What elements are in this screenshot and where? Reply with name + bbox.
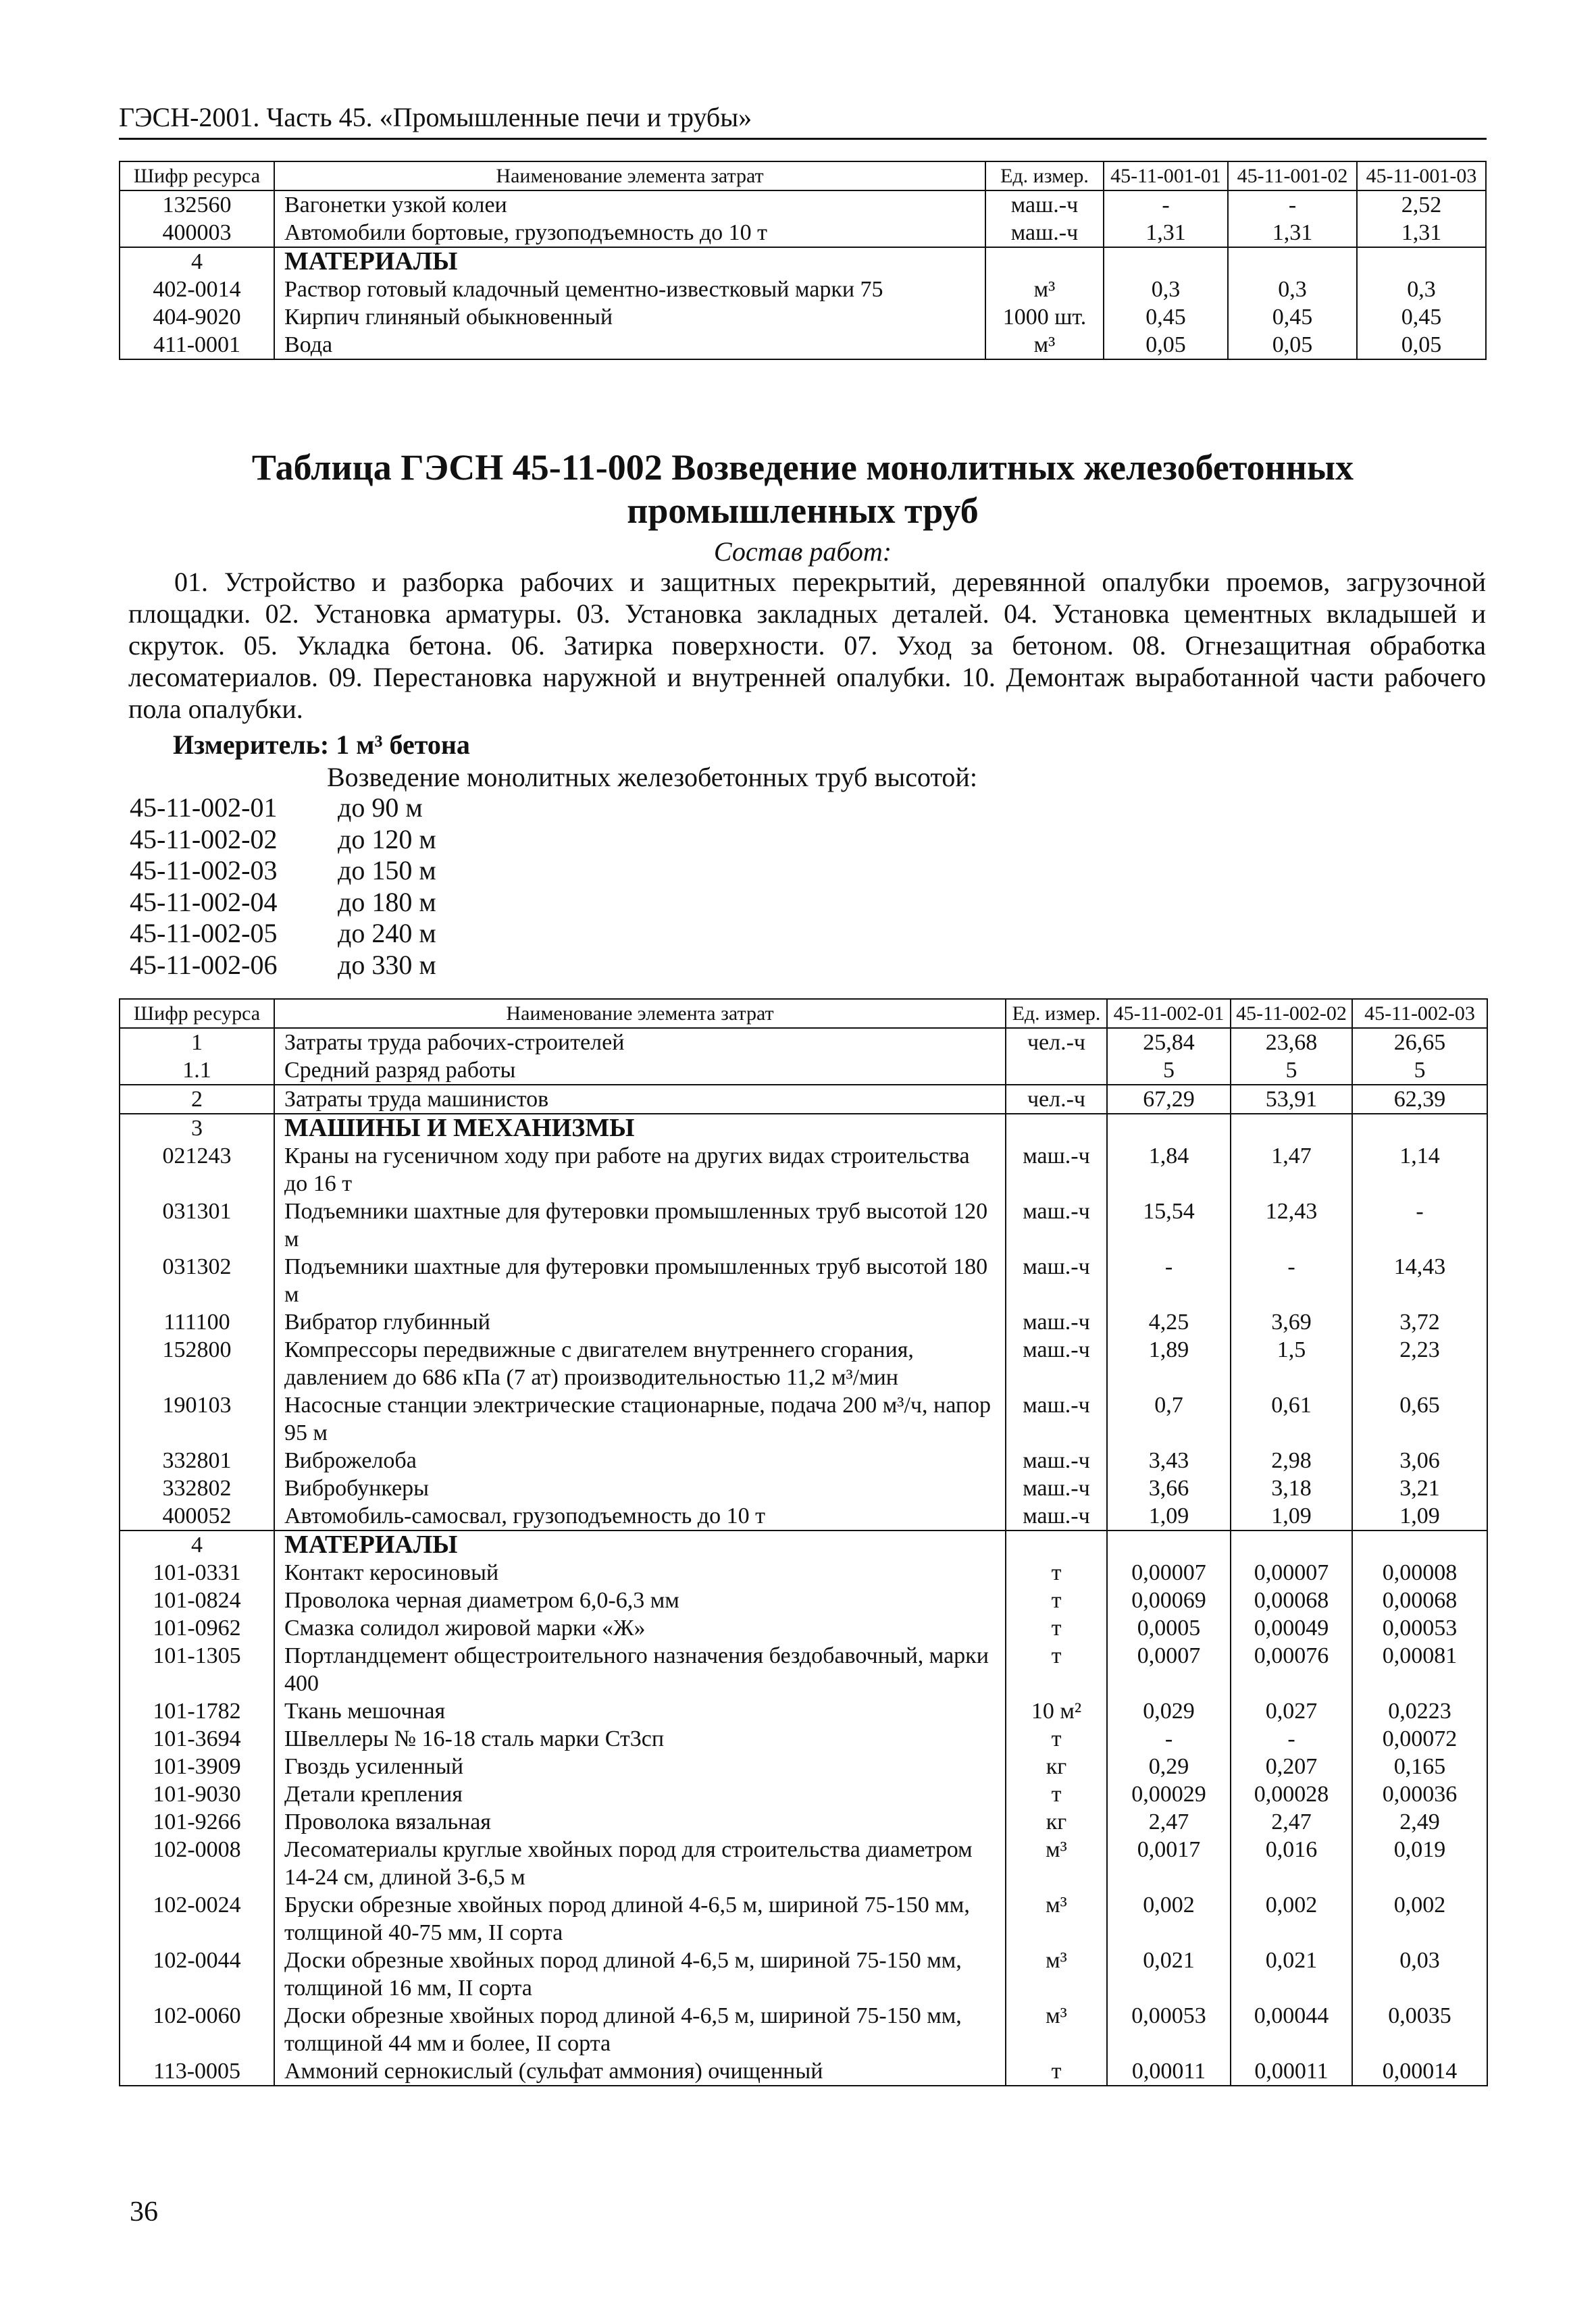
composition-label: Состав работ: xyxy=(713,536,892,567)
table-row xyxy=(120,1808,1487,1836)
cell-code: 031301 xyxy=(120,1198,274,1253)
norm-code-desc: до 180 м xyxy=(338,886,436,917)
cell-code: 101-9030 xyxy=(120,1780,274,1808)
cell-name: Проволока вязальная xyxy=(274,1808,1006,1836)
cell-name: Швеллеры № 16-18 сталь марки Ст3сп xyxy=(274,1725,1006,1753)
cell-code: 111100 xyxy=(120,1308,274,1336)
cell-name: Портландцемент общестроительного назначения бездобавочный, марки 400 xyxy=(274,1642,1006,1697)
cell-value-3: 0,002 xyxy=(1352,1891,1487,1947)
table-row xyxy=(120,1587,1487,1614)
header-unit: Ед. измер. xyxy=(1006,999,1107,1028)
cell-value-3: 0,019 xyxy=(1352,1836,1487,1891)
cell-value-3: 0,00008 xyxy=(1352,1559,1487,1587)
cell-value-3: 0,03 xyxy=(1352,1947,1487,2002)
cell-value-3: 0,00081 xyxy=(1352,1642,1487,1697)
table-row xyxy=(120,331,1486,359)
cell-value-2 xyxy=(1231,1114,1352,1142)
cell-value-2: 0,05 xyxy=(1228,331,1357,359)
cell-value-1: 0,002 xyxy=(1107,1891,1231,1947)
cell-code: 101-3694 xyxy=(120,1725,274,1753)
cell-value-1: 3,66 xyxy=(1107,1474,1231,1502)
cell-name: МАТЕРИАЛЫ xyxy=(274,247,985,276)
cell-value-1: - xyxy=(1107,1253,1231,1308)
cell-value-2: 0,016 xyxy=(1231,1836,1352,1891)
cell-unit: маш.-ч xyxy=(1006,1198,1107,1253)
cell-name: Насосные станции электрические стационарные, подача 200 м³/ч, напор 95 м xyxy=(274,1391,1006,1447)
cell-code: 101-9266 xyxy=(120,1808,274,1836)
cell-code: 402-0014 xyxy=(120,276,274,303)
header-unit: Ед. измер. xyxy=(985,161,1104,190)
cell-value-3: 2,52 xyxy=(1357,190,1486,219)
section-row xyxy=(120,1114,1487,1142)
cell-value-3: 0,00072 xyxy=(1352,1725,1487,1753)
cell-unit: м³ xyxy=(1006,2002,1107,2057)
table-row xyxy=(120,1559,1487,1587)
norm-code-desc: до 90 м xyxy=(338,792,423,823)
cell-value-3: 0,00014 xyxy=(1352,2057,1487,2086)
cell-unit: м³ xyxy=(1006,1947,1107,2002)
cell-value-2 xyxy=(1231,1531,1352,1559)
meter-line: Измеритель: 1 м³ бетона xyxy=(173,729,470,760)
cell-value-3: 1,31 xyxy=(1357,219,1486,247)
norm-code: 45-11-002-05 xyxy=(130,918,278,948)
cell-code: 152800 xyxy=(120,1336,274,1391)
cell-value-1: 0,29 xyxy=(1107,1753,1231,1780)
cell-code: 101-0824 xyxy=(120,1587,274,1614)
cell-unit: м³ xyxy=(1006,1836,1107,1891)
cell-value-2: 5 xyxy=(1231,1056,1352,1085)
cell-value-2: 0,00011 xyxy=(1231,2057,1352,2086)
cell-name: Автомобиль-самосвал, грузоподъемность до 10 т xyxy=(274,1502,1006,1531)
table-row xyxy=(120,1502,1487,1531)
cell-value-1: 1,09 xyxy=(1107,1502,1231,1531)
cell-unit: 1000 шт. xyxy=(985,303,1104,331)
cell-value-2: 0,3 xyxy=(1228,276,1357,303)
table-row xyxy=(120,1447,1487,1474)
cell-name: Ткань мешочная xyxy=(274,1697,1006,1725)
cell-value-2: 3,69 xyxy=(1231,1308,1352,1336)
cell-value-3: - xyxy=(1352,1198,1487,1253)
cell-unit: маш.-ч xyxy=(1006,1336,1107,1391)
cell-value-1: 25,84 xyxy=(1107,1028,1231,1056)
cell-unit: 10 м² xyxy=(1006,1697,1107,1725)
table-row xyxy=(120,303,1486,331)
section-row xyxy=(120,1531,1487,1559)
cell-unit: т xyxy=(1006,1642,1107,1697)
table-title: Таблица ГЭСН 45-11-002 Возведение монолитных железобетонных промышленных труб xyxy=(251,447,1354,531)
cell-value-2: 12,43 xyxy=(1231,1198,1352,1253)
table-row xyxy=(120,1753,1487,1780)
cell-value-1 xyxy=(1104,247,1228,276)
cell-value-2: 23,68 xyxy=(1231,1028,1352,1056)
cell-code: 102-0024 xyxy=(120,1891,274,1947)
cell-unit: маш.-ч xyxy=(1006,1447,1107,1474)
cell-value-1: 0,7 xyxy=(1107,1391,1231,1447)
cell-value-3: 3,21 xyxy=(1352,1474,1487,1502)
cell-name: Затраты труда рабочих-строителей xyxy=(274,1028,1006,1056)
cell-value-1 xyxy=(1107,1114,1231,1142)
cell-value-2: - xyxy=(1231,1725,1352,1753)
resource-table-45-11-001 xyxy=(119,161,1487,360)
norm-code-item xyxy=(130,887,436,919)
cell-value-3: 3,72 xyxy=(1352,1308,1487,1336)
cell-value-1: 0,021 xyxy=(1107,1947,1231,2002)
table-row xyxy=(120,1697,1487,1725)
cell-name: Гвоздь усиленный xyxy=(274,1753,1006,1780)
cell-value-1: 67,29 xyxy=(1107,1085,1231,1114)
table-row xyxy=(120,2057,1487,2086)
table-row xyxy=(120,1336,1487,1391)
cell-value-1: 3,43 xyxy=(1107,1447,1231,1474)
cell-value-2 xyxy=(1228,247,1357,276)
cell-value-1: 0,0017 xyxy=(1107,1836,1231,1891)
table-row xyxy=(120,1614,1487,1642)
cell-value-2: 0,00068 xyxy=(1231,1587,1352,1614)
cell-value-3: 0,00036 xyxy=(1352,1780,1487,1808)
cell-unit: маш.-ч xyxy=(1006,1502,1107,1531)
cell-code: 101-0331 xyxy=(120,1559,274,1587)
cell-code: 2 xyxy=(120,1085,274,1114)
cell-name: Контакт керосиновый xyxy=(274,1559,1006,1587)
cell-name: Вибробункеры xyxy=(274,1474,1006,1502)
cell-unit: чел.-ч xyxy=(1006,1028,1107,1056)
cell-value-2: - xyxy=(1228,190,1357,219)
norm-code: 45-11-002-03 xyxy=(130,855,278,885)
norm-code-item xyxy=(130,918,436,950)
norm-code-item xyxy=(130,950,436,981)
cell-name: Аммоний сернокислый (сульфат аммония) очищенный xyxy=(274,2057,1006,2086)
cell-name: Бруски обрезные хвойных пород длиной 4-6,5 м, шириной 75-150 мм, толщиной 40-75 мм, II сорта xyxy=(274,1891,1006,1947)
cell-value-1: 0,00011 xyxy=(1107,2057,1231,2086)
cell-value-3: 1,09 xyxy=(1352,1502,1487,1531)
cell-name: Средний разряд работы xyxy=(274,1056,1006,1085)
cell-value-1: 15,54 xyxy=(1107,1198,1231,1253)
cell-value-3: 1,14 xyxy=(1352,1142,1487,1198)
header-col-3: 45-11-002-03 xyxy=(1352,999,1487,1028)
header-code: Шифр ресурса xyxy=(120,999,274,1028)
cell-value-2: 0,00007 xyxy=(1231,1559,1352,1587)
cell-name: Вагонетки узкой колеи xyxy=(274,190,985,219)
table-row xyxy=(120,219,1486,247)
cell-unit: т xyxy=(1006,1614,1107,1642)
norm-code-desc: до 240 м xyxy=(338,918,436,948)
cell-value-2: 0,00028 xyxy=(1231,1780,1352,1808)
cell-unit: м³ xyxy=(985,331,1104,359)
cell-value-1: 0,3 xyxy=(1104,276,1228,303)
cell-value-2: 1,31 xyxy=(1228,219,1357,247)
table-row xyxy=(120,1028,1487,1056)
cell-value-1: - xyxy=(1107,1725,1231,1753)
cell-value-1: - xyxy=(1104,190,1228,219)
cell-value-2: 0,45 xyxy=(1228,303,1357,331)
cell-unit: м³ xyxy=(985,276,1104,303)
table-row xyxy=(120,1474,1487,1502)
composition-text: 01. Устройство и разборка рабочих и защитных перекрытий, деревянной опалубки проемов, загрузочной площадки. 02. Установка арматуры. 03. Установка закладных деталей. 04. Установка цементных вкладышей и скруток. 05. Укладка бетона. 06. Затирка поверхности. 07. Уход за бетоном. 08. Огнезащитная обработка лесоматериалов. 09. Перестановка наружной и внутренней опалубки. 10. Демонтаж выработанной части рабочего пола опалубки. xyxy=(128,567,1486,724)
header-col-2: 45-11-002-02 xyxy=(1231,999,1352,1028)
cell-value-1: 2,47 xyxy=(1107,1808,1231,1836)
header-col-1: 45-11-002-01 xyxy=(1107,999,1231,1028)
cell-name: Детали крепления xyxy=(274,1780,1006,1808)
cell-code: 411-0001 xyxy=(120,331,274,359)
cell-name: Вода xyxy=(274,331,985,359)
norm-code-item xyxy=(130,855,436,887)
cell-name: Вибратор глубинный xyxy=(274,1308,1006,1336)
cell-value-2: 0,61 xyxy=(1231,1391,1352,1447)
cell-code: 400003 xyxy=(120,219,274,247)
cell-code: 404-9020 xyxy=(120,303,274,331)
cell-unit xyxy=(985,247,1104,276)
cell-value-3: 3,06 xyxy=(1352,1447,1487,1474)
cell-unit: т xyxy=(1006,1725,1107,1753)
cell-code: 1.1 xyxy=(120,1056,274,1085)
cell-value-3 xyxy=(1357,247,1486,276)
section-row xyxy=(120,247,1486,276)
table-row xyxy=(120,1891,1487,1947)
cell-name: Подъемники шахтные для футеровки промышленных труб высотой 180 м xyxy=(274,1253,1006,1308)
norm-code-item xyxy=(130,792,436,824)
cell-unit: кг xyxy=(1006,1808,1107,1836)
cell-code: 400052 xyxy=(120,1502,274,1531)
cell-unit: кг xyxy=(1006,1753,1107,1780)
header-col-2: 45-11-001-02 xyxy=(1228,161,1357,190)
table-row xyxy=(120,1085,1487,1114)
cell-unit xyxy=(1006,1531,1107,1559)
cell-code: 3 xyxy=(120,1114,274,1142)
norm-code: 45-11-002-04 xyxy=(130,886,278,917)
cell-unit xyxy=(1006,1114,1107,1142)
cell-name: Подъемники шахтные для футеровки промышленных труб высотой 120 м xyxy=(274,1198,1006,1253)
cell-value-1: 1,84 xyxy=(1107,1142,1231,1198)
cell-unit: т xyxy=(1006,1559,1107,1587)
cell-code: 332802 xyxy=(120,1474,274,1502)
cell-unit: чел.-ч xyxy=(1006,1085,1107,1114)
table-row xyxy=(120,1391,1487,1447)
cell-value-2: 2,47 xyxy=(1231,1808,1352,1836)
cell-value-3: 2,23 xyxy=(1352,1336,1487,1391)
norm-code-desc: до 330 м xyxy=(338,949,436,980)
cell-value-2: 0,00044 xyxy=(1231,2002,1352,2057)
cell-value-3: 0,05 xyxy=(1357,331,1486,359)
norm-code-list xyxy=(130,792,436,981)
cell-unit: т xyxy=(1006,1780,1107,1808)
cell-value-3: 0,0223 xyxy=(1352,1697,1487,1725)
cell-name: Затраты труда машинистов xyxy=(274,1085,1006,1114)
cell-code: 4 xyxy=(120,1531,274,1559)
cell-unit: маш.-ч xyxy=(1006,1474,1107,1502)
cell-name: Компрессоры передвижные с двигателем внутреннего сгорания, давлением до 686 кПа (7 ат) производительностью 11,2 м³/мин xyxy=(274,1336,1006,1391)
table-header-row xyxy=(120,161,1486,190)
cell-unit: т xyxy=(1006,1587,1107,1614)
page-number: 36 xyxy=(130,2196,158,2228)
cell-value-1: 0,00029 xyxy=(1107,1780,1231,1808)
resource-table-45-11-002 xyxy=(119,998,1488,2086)
cell-value-3: 0,3 xyxy=(1357,276,1486,303)
cell-name: Проволока черная диаметром 6,0-6,3 мм xyxy=(274,1587,1006,1614)
table-row xyxy=(120,276,1486,303)
cell-value-2: 0,002 xyxy=(1231,1891,1352,1947)
cell-value-1: 4,25 xyxy=(1107,1308,1231,1336)
table-row xyxy=(120,1642,1487,1697)
table-row xyxy=(120,190,1486,219)
norm-code-desc: до 120 м xyxy=(338,823,436,854)
cell-name: МАТЕРИАЛЫ xyxy=(274,1531,1006,1559)
cell-code: 102-0008 xyxy=(120,1836,274,1891)
cell-code: 101-0962 xyxy=(120,1614,274,1642)
cell-value-2: 0,00049 xyxy=(1231,1614,1352,1642)
cell-unit: маш.-ч xyxy=(1006,1253,1107,1308)
table-row xyxy=(120,1308,1487,1336)
cell-value-2: 2,98 xyxy=(1231,1447,1352,1474)
cell-value-3: 0,65 xyxy=(1352,1391,1487,1447)
cell-value-2: 0,027 xyxy=(1231,1697,1352,1725)
cell-value-1: 0,00069 xyxy=(1107,1587,1231,1614)
cell-value-2: 53,91 xyxy=(1231,1085,1352,1114)
cell-code: 101-1305 xyxy=(120,1642,274,1697)
cell-value-2: 1,5 xyxy=(1231,1336,1352,1391)
cell-value-2: 0,00076 xyxy=(1231,1642,1352,1697)
cell-code: 4 xyxy=(120,247,274,276)
cell-value-1 xyxy=(1107,1531,1231,1559)
cell-value-1: 5 xyxy=(1107,1056,1231,1085)
cell-value-3: 0,45 xyxy=(1357,303,1486,331)
cell-code: 132560 xyxy=(120,190,274,219)
cell-code: 1 xyxy=(120,1028,274,1056)
table-row xyxy=(120,1780,1487,1808)
table-row xyxy=(120,1725,1487,1753)
cell-value-1: 1,89 xyxy=(1107,1336,1231,1391)
cell-code: 190103 xyxy=(120,1391,274,1447)
cell-value-1: 1,31 xyxy=(1104,219,1228,247)
cell-name: Виброжелоба xyxy=(274,1447,1006,1474)
norm-code: 45-11-002-01 xyxy=(130,792,278,823)
cell-name: Автомобили бортовые, грузоподъемность до 10 т xyxy=(274,219,985,247)
cell-code: 332801 xyxy=(120,1447,274,1474)
header-code: Шифр ресурса xyxy=(120,161,274,190)
cell-value-3: 0,0035 xyxy=(1352,2002,1487,2057)
table-row xyxy=(120,1198,1487,1253)
header-col-1: 45-11-001-01 xyxy=(1104,161,1228,190)
norm-code-item xyxy=(130,824,436,856)
cell-name: Доски обрезные хвойных пород длиной 4-6,5 м, шириной 75-150 мм, толщиной 44 мм и более, II сорта xyxy=(274,2002,1006,2057)
cell-name: МАШИНЫ И МЕХАНИЗМЫ xyxy=(274,1114,1006,1142)
header-name: Наименование элемента затрат xyxy=(274,161,985,190)
cell-unit xyxy=(1006,1056,1107,1085)
cell-value-3: 5 xyxy=(1352,1056,1487,1085)
cell-value-3 xyxy=(1352,1114,1487,1142)
cell-value-1: 0,029 xyxy=(1107,1697,1231,1725)
table-row xyxy=(120,1142,1487,1198)
cell-code: 113-0005 xyxy=(120,2057,274,2086)
cell-code: 101-1782 xyxy=(120,1697,274,1725)
cell-unit: маш.-ч xyxy=(985,219,1104,247)
cell-value-1: 0,0005 xyxy=(1107,1614,1231,1642)
cell-value-3: 0,165 xyxy=(1352,1753,1487,1780)
cell-name: Кирпич глиняный обыкновенный xyxy=(274,303,985,331)
table-row xyxy=(120,1253,1487,1308)
cell-value-3 xyxy=(1352,1531,1487,1559)
cell-value-1: 0,05 xyxy=(1104,331,1228,359)
cell-code: 101-3909 xyxy=(120,1753,274,1780)
cell-value-1: 0,00007 xyxy=(1107,1559,1231,1587)
table-header-row xyxy=(120,999,1487,1028)
cell-unit: маш.-ч xyxy=(1006,1391,1107,1447)
cell-value-2: - xyxy=(1231,1253,1352,1308)
cell-name: Раствор готовый кладочный цементно-известковый марки 75 xyxy=(274,276,985,303)
cell-code: 031302 xyxy=(120,1253,274,1308)
cell-value-2: 1,09 xyxy=(1231,1502,1352,1531)
cell-value-3: 62,39 xyxy=(1352,1085,1487,1114)
cell-value-1: 0,45 xyxy=(1104,303,1228,331)
table-row xyxy=(120,1056,1487,1085)
cell-value-3: 26,65 xyxy=(1352,1028,1487,1056)
cell-value-3: 14,43 xyxy=(1352,1253,1487,1308)
cell-value-2: 3,18 xyxy=(1231,1474,1352,1502)
cell-code: 021243 xyxy=(120,1142,274,1198)
table-row xyxy=(120,1947,1487,2002)
cell-value-3: 2,49 xyxy=(1352,1808,1487,1836)
cell-name: Смазка солидол жировой марки «Ж» xyxy=(274,1614,1006,1642)
cell-value-2: 0,021 xyxy=(1231,1947,1352,2002)
table-row xyxy=(120,2002,1487,2057)
header-col-3: 45-11-001-03 xyxy=(1357,161,1486,190)
cell-value-2: 1,47 xyxy=(1231,1142,1352,1198)
cell-code: 102-0044 xyxy=(120,1947,274,2002)
cell-value-1: 0,00053 xyxy=(1107,2002,1231,2057)
table-row xyxy=(120,1836,1487,1891)
cell-value-3: 0,00053 xyxy=(1352,1614,1487,1642)
cell-value-2: 0,207 xyxy=(1231,1753,1352,1780)
cell-value-3: 0,00068 xyxy=(1352,1587,1487,1614)
cell-unit: м³ xyxy=(1006,1891,1107,1947)
norm-code: 45-11-002-06 xyxy=(130,949,278,980)
cell-unit: маш.-ч xyxy=(1006,1142,1107,1198)
cell-name: Лесоматериалы круглые хвойных пород для строительства диаметром 14-24 см, длиной 3-6,5 м xyxy=(274,1836,1006,1891)
norm-code-desc: до 150 м xyxy=(338,855,436,885)
cell-name: Краны на гусеничном ходу при работе на других видах строительства до 16 т xyxy=(274,1142,1006,1198)
cell-unit: маш.-ч xyxy=(1006,1308,1107,1336)
cell-code: 102-0060 xyxy=(120,2002,274,2057)
norm-code: 45-11-002-02 xyxy=(130,823,278,854)
cell-name: Доски обрезные хвойных пород длиной 4-6,5 м, шириной 75-150 мм, толщиной 16 мм, II сорта xyxy=(274,1947,1006,2002)
cell-unit: маш.-ч xyxy=(985,190,1104,219)
intro-line: Возведение монолитных железобетонных труб высотой: xyxy=(327,762,977,792)
header-name: Наименование элемента затрат xyxy=(274,999,1006,1028)
cell-unit: т xyxy=(1006,2057,1107,2086)
cell-value-1: 0,0007 xyxy=(1107,1642,1231,1697)
running-header: ГЭСН-2001. Часть 45. «Промышленные печи и трубы» xyxy=(119,100,1487,140)
